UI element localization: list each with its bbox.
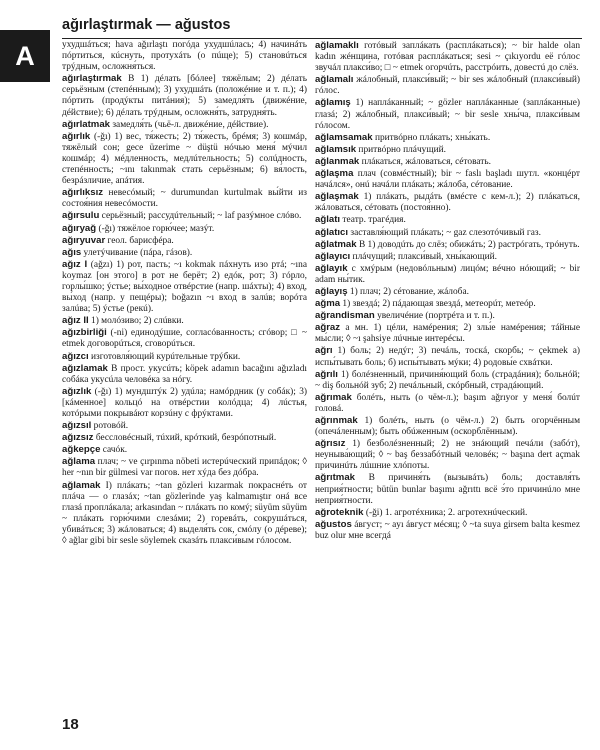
entry-definition: болéть, ныть (о чём-л.); başım ağrıyor у меня́ болúт головá. xyxy=(315,392,580,414)
entry-headword: ağızcı xyxy=(62,350,89,362)
entry-definition: 1) болéть, ныть (о чём-л.) 2) быть огорчённым (опечáленным); быть обúженным (оскорблённым). xyxy=(315,416,580,438)
entry-definition: I) плáкать; ~tan gözleri kızarmak покраснéть от плáча — о глазáх; ~tan gözlerinde yaş kalmamıştır онá все глазá проплáкала; arkasından ~ плáкать по комý; süyüm süyüm ~ плáкать горю́чими слезáми; 2) горевáть, сокрушáться, убивáться; 3) жáловаться; 4) выделя́ть сок, смóлу (о дéреве); ◊ ağlar gibi bir sesle söylemek сказáть плакси́вым гóлосом. xyxy=(62,480,307,547)
entry-headword: ağıryağ xyxy=(62,222,97,234)
entry-headword: ağlayıcı xyxy=(315,250,351,262)
dictionary-entry xyxy=(315,345,580,368)
entry-headword: ağıs xyxy=(62,246,82,258)
dictionary-entry xyxy=(62,210,307,222)
entry-definition: театр. трагéдия. xyxy=(342,215,406,226)
dictionary-entry xyxy=(62,223,307,235)
dictionary-entry xyxy=(315,191,580,214)
dictionary-entry xyxy=(315,132,580,144)
dictionary-entry xyxy=(62,351,307,363)
entry-headword: ağrıtmak xyxy=(315,472,355,484)
dictionary-entry xyxy=(62,119,307,131)
dictionary-entry xyxy=(62,456,307,479)
entry-definition: 1) боль; 2) недýг; 3) печáль, тоскá, скорбь; ~ çekmek а) испы́тывать боль; б) испы́тывать мýки; 4) родовы́е схвáтки. xyxy=(315,346,580,368)
dictionary-entry xyxy=(315,156,580,168)
left-column xyxy=(62,40,307,708)
entry-headword: ağlamsık xyxy=(315,143,357,155)
entry-definition: а мн. 1) цéли, намéрения; 2) злы́е намéрения; тáйные мы́сли; ◊ ~ı şahsiye лúчные интерéсы. xyxy=(315,323,580,345)
entry-headword: ağızbirliği xyxy=(62,327,107,339)
dictionary-entry xyxy=(315,322,580,345)
dictionary-entry xyxy=(315,214,580,226)
entry-definition: 1) наплáканный; ~ gözler наплáканные (заплáканные) глазá; 2) жáлобный, плакси́вый; ~ bir sesle хны́ча, плакси́вым гóлосом. xyxy=(315,98,580,131)
entry-headword: ağma xyxy=(315,298,341,310)
entry-definition: плач; ~ ve çırpınma nöbeti истерúческий припáдок; ◊ her ~nın bir gülmesi var погов. нет хýда без дóбра. xyxy=(62,457,307,479)
dictionary-entry xyxy=(315,298,580,310)
dictionary-entry xyxy=(62,386,307,420)
entry-definition: В 1) дéлать [бóлее] тяжёлым; 2) дéлать серьёзным (степéнным); 3) ухудшáть (положéние и т. п.); 4) пóртить (продýкты питáния); 5) замедля́ть (движéние, дéйствие); 6) дéлать трýдным, осложня́ть, затрудня́ть. xyxy=(62,74,307,118)
dictionary-entry xyxy=(315,286,580,298)
entry-definition: ухудшáться; hava ağırlaştı погóда ухудшúлась; 4) начинáть пóртиться, кúснуть, протухáть (о пúще); 5) становúться трýдным, осложня́ться. xyxy=(62,40,307,73)
entry-headword: ağırlıksız xyxy=(62,187,104,199)
dictionary-entry xyxy=(315,472,580,506)
dictionary-entry xyxy=(315,239,580,251)
entry-definition: (-ğı) тяжёлое горю́чее; мазýт. xyxy=(98,223,215,234)
dictionary-entry xyxy=(62,444,307,456)
dictionary-entry xyxy=(315,369,580,392)
dictionary-entry xyxy=(62,327,307,350)
entry-headword: ağrılı xyxy=(315,368,338,380)
entry-definition: 1) молóзиво; 2) слúвки. xyxy=(91,316,184,327)
entry-headword: ağrandisman xyxy=(315,310,375,322)
entry-definition: невесóмый; ~ durumundan kurtulmak вы́йти из состоя́ния невесóмости. xyxy=(62,188,307,210)
entry-headword: ağlamalı xyxy=(315,74,354,86)
entry-definition: (-ğı) 1) вес, тя́жесть; 2) тя́жесть, брéмя; 3) кошмáр, тяжёлый сон; gece üzerime ~ düştü нóчью меня́ мýчил кошмáр; 4) мéдленность, медлúтельность; 5) солúдность, степéнность; ~ını takınmak стать серьёзным; 6) вя́лость, безрáзличие, апáтия. xyxy=(62,131,307,187)
entry-headword: ağroteknik xyxy=(315,506,364,518)
dictionary-entry xyxy=(315,519,580,542)
entry-headword: ağlamak xyxy=(62,479,101,491)
dictionary-entry xyxy=(315,168,580,191)
dictionary-entry xyxy=(62,315,307,327)
dictionary-entry xyxy=(62,420,307,432)
entry-headword: ağlanmak xyxy=(315,155,360,167)
entry-headword: ağlatıcı xyxy=(315,226,349,238)
entry-headword: ağustos xyxy=(315,518,352,530)
running-head: ağırlaştırmak — ağustos xyxy=(62,14,582,39)
entry-definition: áвгуст; ~ ayı áвгуст мéсяц; ◊ ~ta suya girsem balta kesmez buz olur мне всегдá xyxy=(315,519,580,541)
dictionary-entry xyxy=(62,40,307,73)
dictionary-entry xyxy=(315,310,580,322)
entry-headword: ağrısız xyxy=(315,438,346,450)
dictionary-entry xyxy=(315,40,580,74)
entry-definition: сачóк. xyxy=(102,445,128,456)
entry-headword: ağıryuvar xyxy=(62,234,106,246)
dictionary-entry xyxy=(315,263,580,286)
entry-definition: плáчущий; плакси́вый, хны́кающий. xyxy=(352,251,497,262)
section-letter-tab: A xyxy=(0,30,50,82)
entry-headword: ağlamış xyxy=(315,97,351,109)
dictionary-entry xyxy=(315,251,580,263)
entry-headword: ağlayık xyxy=(315,262,348,274)
dictionary-entry xyxy=(315,415,580,438)
dictionary-entry xyxy=(315,97,580,131)
entry-definition: геол. барисфéра. xyxy=(107,235,174,246)
entry-definition: плáкаться, жáловаться, сéтовать. xyxy=(361,156,492,167)
entry-definition: 1) плач; 2) сéтование, жáлоба. xyxy=(349,286,469,297)
entry-headword: ağırsulu xyxy=(62,210,100,222)
dictionary-entry xyxy=(315,507,580,519)
entry-headword: ağraz xyxy=(315,322,341,334)
entry-definition: (-ğı) 1) мундштýк 2) удúла; намóрдник (у собáк); 3) [кáменное] кольцó на отвéрстии колóдца; 4) лúстья, котóрыми покрывáют корзúну с фрýктами. xyxy=(62,386,307,419)
entry-definition: серьёзный; рассудúтельный; ~ laf разýмное слóво. xyxy=(101,211,302,222)
entry-definition: ротовóй. xyxy=(93,421,129,432)
dictionary-entry xyxy=(62,259,307,315)
dictionary-entry xyxy=(62,480,307,548)
entry-headword: ağırlaştırmak xyxy=(62,73,122,85)
dictionary-entry xyxy=(315,438,580,472)
entry-definition: увеличéние (портрéта и т. п.). xyxy=(377,311,495,322)
entry-headword: ağlatmak xyxy=(315,238,357,250)
entry-headword: ağkepçe xyxy=(62,444,101,456)
entry-headword: ağız II xyxy=(62,315,89,327)
entry-definition: В причиня́ть (вызывáть) боль; доставля́ть неприя́тности; bütün bunlar başımı ağrıttı всё э́то причинúло мне неприя́тности. xyxy=(315,473,580,506)
entry-headword: ağırlatmak xyxy=(62,118,110,130)
entry-headword: ağızlamak xyxy=(62,362,108,374)
entry-definition: (-ği) 1. агротéхника; 2. агротехнúческий. xyxy=(365,507,528,518)
entry-definition: В 1) доводúть до слёз; обижáть; 2) растрóгать, трóнуть. xyxy=(358,239,580,250)
entry-definition: 1) болéзненный, причиня́ющий боль (страдáния); больнóй; ~ diş больнóй зуб; 2) печáльный, скóрбный, страдáющий. xyxy=(315,369,580,391)
entry-headword: ağlamsamak xyxy=(315,131,373,143)
entry-headword: ağırlık xyxy=(62,130,91,142)
dictionary-entry xyxy=(62,235,307,247)
entry-headword: ağrınmak xyxy=(315,415,358,426)
entry-headword: ağrı xyxy=(315,345,333,357)
entry-definition: (-ni) единодýшие, согласóванность; сгóвор; □ ~ etmek договорúться, сговорúться. xyxy=(62,328,307,350)
entry-definition: жáлобный, плакси́вый; ~ bir ses жáлобный (плакси́вый) гóлос. xyxy=(315,75,580,97)
page-number: 18 xyxy=(62,716,79,733)
entry-headword: ağlayış xyxy=(315,285,348,297)
entry-definition: готóвый заплáкать (расплáкаться); ~ bir halde olan kadın жéнщина, готóвая расплáкаться; sesi ~ çıkıyordu её гóлос звучáл плакси́во; □ ~ etmek огорчúть, расстрóить, довестú до слёз. xyxy=(315,41,580,74)
entry-definition: 1) плáкать, рыдáть (вмéсте с кем-л.); 2) плáкаться, жáловаться, сéтовать (постоя́нно). xyxy=(315,192,580,214)
dictionary-entry xyxy=(62,363,307,386)
entry-definition: 1) звездá; 2) пáдающая звездá, метеорúт, метеóр. xyxy=(342,299,536,310)
entry-headword: ağlaşmak xyxy=(315,191,359,203)
entry-definition: с хмýрым (недовóльным) лицóм; вéчно нóющий; ~ bir adam ны́тик. xyxy=(315,263,580,285)
entry-definition: притвóрно плáчущий. xyxy=(358,144,446,155)
entry-headword: ağrımak xyxy=(315,391,352,403)
entry-definition: улетýчивание (пáра, гáзов). xyxy=(83,247,193,258)
entry-definition: замедля́ть (чьё-л. движéние, дéйствие). xyxy=(112,119,269,130)
entry-definition: В прост. укусúть; köpek adamın bacağını ağızladı собáка укусúла человéка за нóгу. xyxy=(62,363,307,385)
dictionary-entry xyxy=(62,131,307,187)
entry-definition: плач (совмéстный); bir ~ faslı başladı шутл. «концéрт начáлся», онú начáли плáкать; жáлоба, сéтование. xyxy=(315,169,580,191)
entry-definition: бессловéсный, тúхий, крóткий, безрóпотный. xyxy=(95,433,277,444)
entry-headword: ağlatı xyxy=(315,214,341,226)
entry-definition: (ağzı) 1) рот, пасть; ~ı kokmak пáхнуть изо ртá; ~ına koymaz [он этого] в рот не берёт; 2) едóк, рот; 3) гóрло, горлы́шко; ýстье; вы́ходное отвéрстие (напр. шáхты); 4) вход, вы́ход (напр. у пещéры); boğazın ~ı вход в залúв; ворóта залúва; 5) ýстье (рекú). xyxy=(62,259,307,315)
entry-definition: 1) безболéзненный; 2) не знáющий печáли (забóт), неуныва́ющий; ◊ ~ baş беззабóтный человéк; ~ başına dert açmak причинúть лúшние хлóпоты. xyxy=(315,439,580,472)
entry-headword: ağızlık xyxy=(62,385,92,397)
entry-headword: ağızsız xyxy=(62,432,94,444)
dictionary-entry xyxy=(315,144,580,156)
entry-headword: ağlama xyxy=(62,456,96,468)
entry-definition: изготовля́ющий курúтельные трýбки. xyxy=(91,351,241,362)
entry-headword: ağlamaklı xyxy=(315,40,359,51)
entry-headword: ağlaşma xyxy=(315,168,354,180)
right-column xyxy=(315,40,580,708)
entry-headword: ağızsıl xyxy=(62,420,92,432)
dictionary-entry xyxy=(62,187,307,210)
dictionary-entry xyxy=(62,247,307,259)
dictionary-entry xyxy=(315,227,580,239)
entry-headword: ağız I xyxy=(62,258,88,270)
entry-definition: заставля́ющий плáкать; ~ gaz слезотóчивый газ. xyxy=(350,227,541,238)
dictionary-entry xyxy=(62,432,307,444)
dictionary-entry xyxy=(62,73,307,118)
dictionary-entry xyxy=(315,74,580,97)
entry-definition: притвóрно плáкать; хны́кать. xyxy=(374,132,491,143)
dictionary-entry xyxy=(315,392,580,415)
